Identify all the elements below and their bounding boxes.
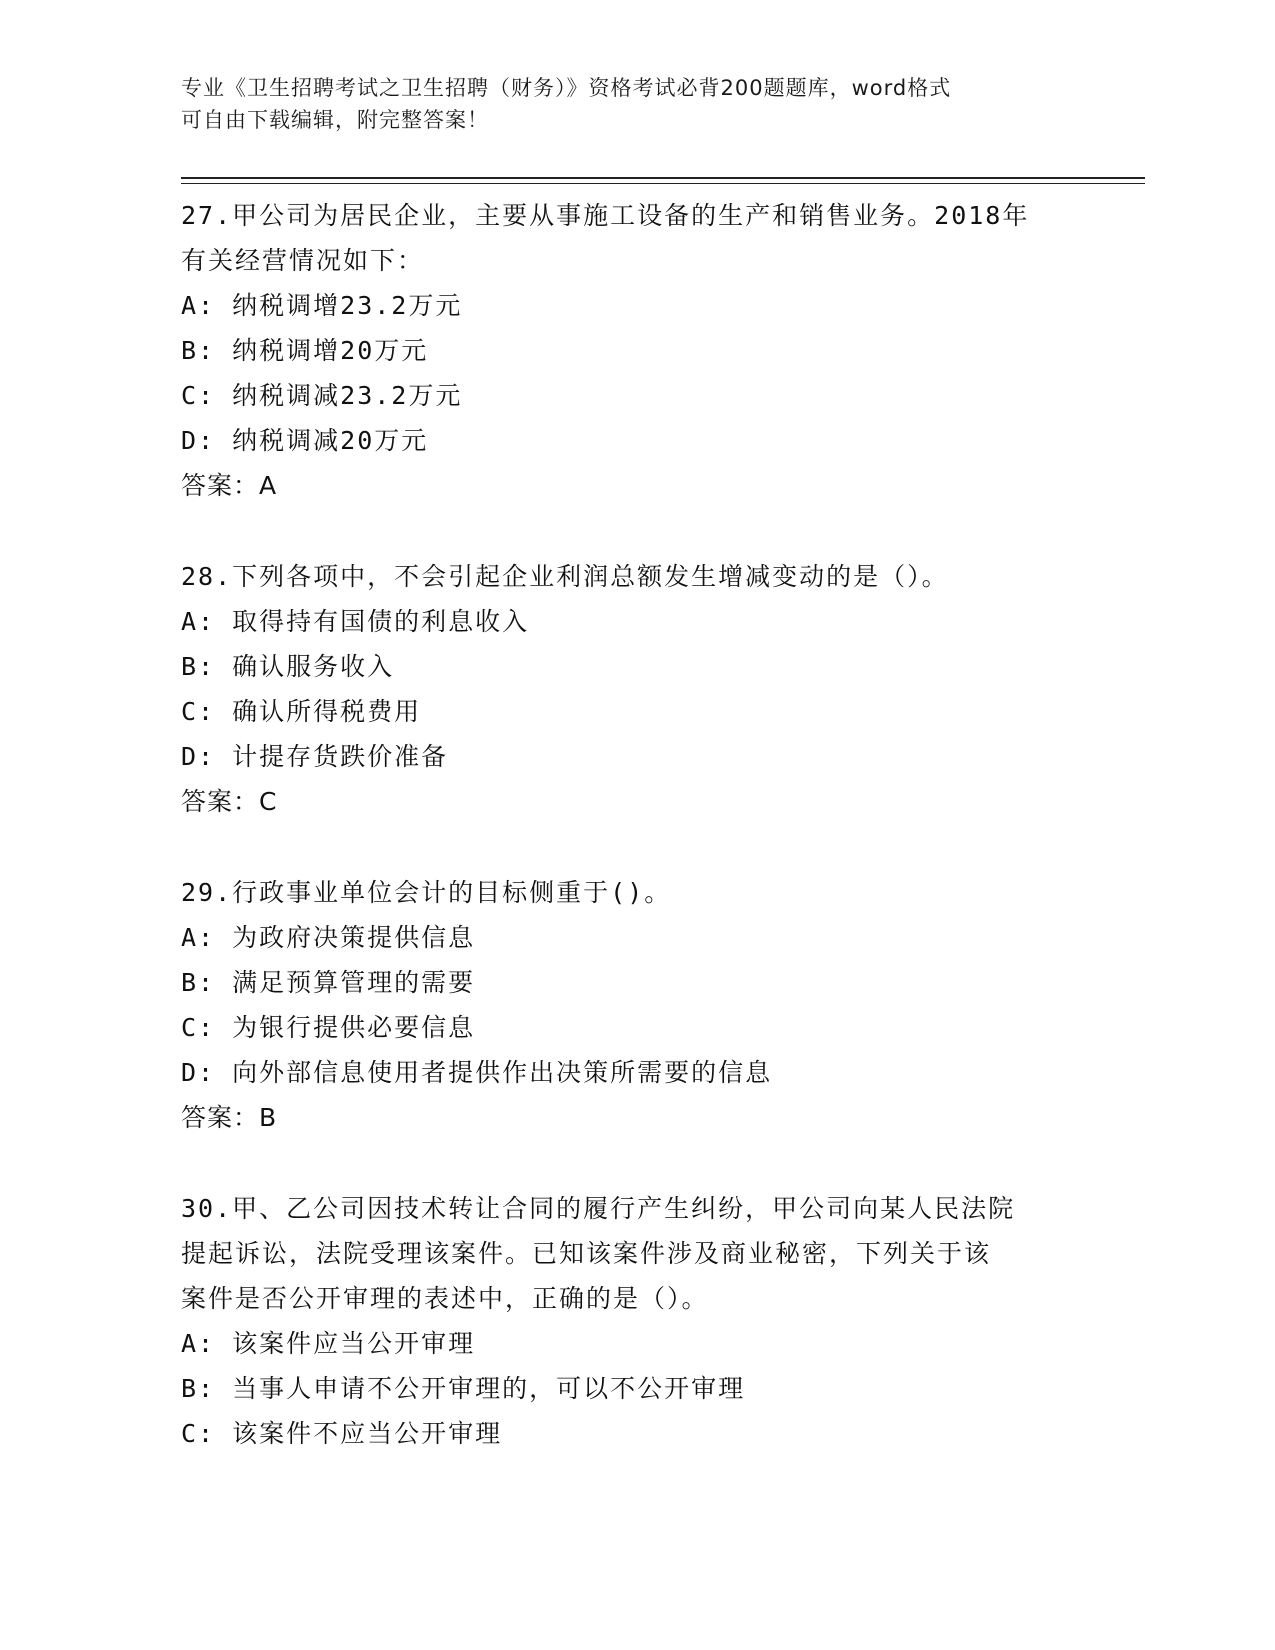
question-stem: 29.行政事业单位会计的目标侧重于()。 [181,878,672,907]
question-27 [181,193,1101,508]
answer-label: 答案：A [181,471,278,500]
option-c: C: 确认所得税费用 [181,697,422,726]
question-stem: 提起诉讼，法院受理该案件。已知该案件涉及商业秘密，下列关于该 [181,1239,992,1268]
answer-label: 答案：B [181,1103,278,1132]
question-stem: 案件是否公开审理的表述中，正确的是（）。 [181,1284,709,1313]
option-c: C: 为银行提供必要信息 [181,1013,476,1042]
option-a: A: 为政府决策提供信息 [181,923,476,952]
header-divider-thin [181,183,1145,184]
question-list [181,193,1101,1502]
answer-label: 答案：C [181,787,278,816]
option-b: B: 纳税调增20万元 [181,336,429,365]
option-b: B: 确认服务收入 [181,652,395,681]
question-stem: 28.下列各项中，不会引起企业利润总额发生增减变动的是（）。 [181,562,949,591]
document-header [181,72,1081,136]
option-a: A: 该案件应当公开审理 [181,1329,476,1358]
header-line-2: 可自由下载编辑，附完整答案！ [181,108,489,132]
option-d: D: 向外部信息使用者提供作出决策所需要的信息 [181,1058,773,1087]
question-stem: 27.甲公司为居民企业，主要从事施工设备的生产和销售业务。2018年 [181,201,1030,230]
question-29 [181,870,1101,1140]
option-d: D: 计提存货跌价准备 [181,742,449,771]
option-a: A: 取得持有国债的利息收入 [181,607,530,636]
question-stem: 有关经营情况如下： [181,246,425,275]
header-line-1: 专业《卫生招聘考试之卫生招聘（财务）》资格考试必背200题题库，word格式 [181,76,952,100]
option-a: A: 纳税调增23.2万元 [181,291,463,320]
option-b: B: 当事人申请不公开审理的，可以不公开审理 [181,1374,746,1403]
question-stem: 30.甲、乙公司因技术转让合同的履行产生纠纷，甲公司向某人民法院 [181,1194,1016,1223]
option-d: D: 纳税调减20万元 [181,426,429,455]
question-30 [181,1186,1101,1456]
option-b: B: 满足预算管理的需要 [181,968,476,997]
option-c: C: 该案件不应当公开审理 [181,1419,503,1448]
option-c: C: 纳税调减23.2万元 [181,381,463,410]
header-divider-thick [181,177,1145,179]
question-28 [181,554,1101,824]
